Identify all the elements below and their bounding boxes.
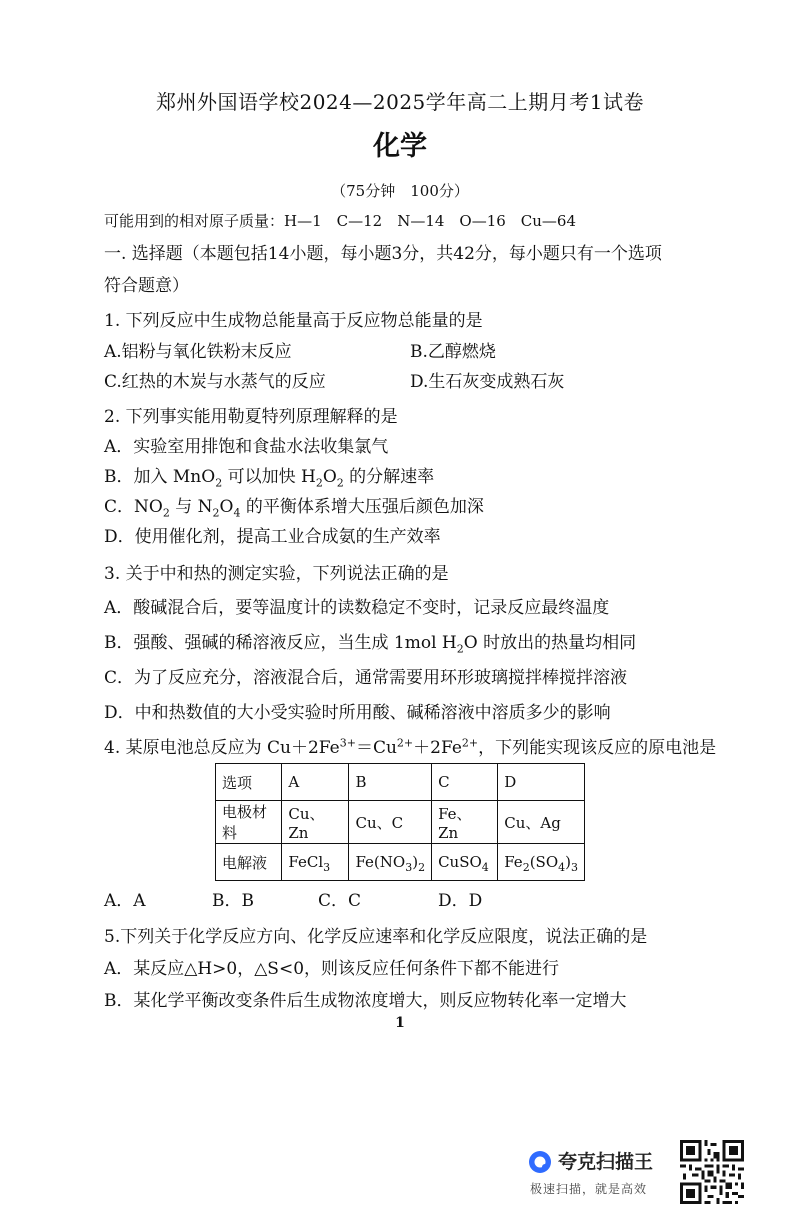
q1-option-b: B.乙醇燃烧: [410, 342, 496, 362]
q2-stem: 2. 下列事实能用勒夏特列原理解释的是: [104, 407, 398, 427]
table-cell: $Fe_2(SO_4)_3$: [498, 844, 585, 881]
q1-stem: 1. 下列反应中生成物总能量高于反应物总能量的是: [104, 311, 483, 331]
q5-option-a: A．某反应△H>0，△S<0，则该反应任何条件下都不能进行: [104, 959, 560, 979]
table-cell: Cu、C: [349, 801, 432, 844]
q4-option-d: D．D: [438, 891, 483, 911]
table-cell: $Fe(NO_3)_2$: [349, 844, 432, 881]
table-cell: FeCl$_3$: [282, 844, 349, 881]
q5-option-b: B．某化学平衡改变条件后生成物浓度增大，则反应物转化率一定增大: [104, 991, 627, 1011]
q3-option-d: D．中和热数值的大小受实验时所用酸、碱稀溶液中溶质多少的影响: [104, 703, 611, 723]
table-row-header: [216, 764, 585, 801]
q1-option-d: D.生石灰变成熟石灰: [410, 372, 565, 392]
section-heading-line2: 符合题意）: [104, 276, 189, 296]
q4-option-b: B．B: [212, 891, 254, 911]
atomic-masses: 可能用到的相对原子质量：H—1 C—12 N—14 O—16 Cu—64: [104, 212, 577, 230]
table-cell: 电解液: [216, 844, 282, 881]
q3-stem: 3. 关于中和热的测定实验，下列说法正确的是: [104, 564, 449, 584]
q3-option-a: A．酸碱混合后，要等温度计的读数稳定不变时，记录反应最终温度: [104, 598, 610, 618]
q2-option-d: D．使用催化剂，提高工业合成氨的生产效率: [104, 527, 441, 547]
subject-title: 化学: [373, 131, 427, 162]
table-row-electrode: [216, 801, 585, 844]
q1-option-a: A.铝粉与氧化铁粉末反应: [104, 342, 292, 362]
watermark-slogan: 极速扫描，就是高效: [530, 1182, 648, 1196]
table-row-electrolyte: [216, 844, 585, 881]
qr-code-icon: [680, 1140, 744, 1204]
table-cell: A: [282, 764, 349, 801]
scanner-watermark: [528, 1148, 668, 1204]
q4-option-a: A．A: [104, 891, 146, 911]
exam-title: 郑州外国语学校2024—2025学年高二上期月考1试卷: [155, 90, 645, 114]
time-score: （75分钟 100分）: [331, 182, 469, 200]
watermark-name: 夸克扫描王: [558, 1151, 654, 1173]
q2-option-a: A．实验室用排饱和食盐水法收集氯气: [104, 437, 389, 457]
q2-option-c: C．$NO_2$ 与 $N_2O_4$ 的平衡体系增大压强后颜色加深: [104, 497, 484, 520]
q3-option-b: B．强酸、强碱的稀溶液反应，当生成 1mol $H_2O$ 时放出的热量均相同: [104, 633, 637, 656]
q2-option-b: B．加入 MnO$_2$ 可以加快 $H_2O_2$ 的分解速率: [104, 467, 435, 490]
table-cell: 电极材料: [216, 801, 282, 844]
q4-option-c: C．C: [318, 891, 362, 911]
q1-option-c: C.红热的木炭与水蒸气的反应: [104, 372, 326, 392]
table-cell: Fe、Zn: [432, 801, 498, 844]
page-number: 1: [395, 1015, 405, 1031]
table-cell: Cu、Ag: [498, 801, 585, 844]
table-cell: CuSO$_4$: [432, 844, 498, 881]
q4-stem: 4. 某原电池总反应为 $Cu+2Fe^{3+}=Cu^{2+}+2Fe^{2+}$，下列能实现该反应的原电池是: [104, 736, 717, 758]
table-cell: 选项: [216, 764, 282, 801]
table-cell: D: [498, 764, 585, 801]
table-cell: B: [349, 764, 432, 801]
section-heading-line1: 一. 选择题（本题包括14小题，每小题3分，共42分，每小题只有一个选项: [104, 244, 662, 264]
q4-table: [215, 763, 585, 881]
table-cell: Cu、Zn: [282, 801, 349, 844]
q3-option-c: C．为了反应充分，溶液混合后，通常需要用环形玻璃搅拌棒搅拌溶液: [104, 668, 628, 688]
q5-stem: 5.下列关于化学反应方向、化学反应速率和化学反应限度，说法正确的是: [104, 927, 648, 947]
table-cell: C: [432, 764, 498, 801]
quark-logo-icon: [528, 1150, 552, 1174]
